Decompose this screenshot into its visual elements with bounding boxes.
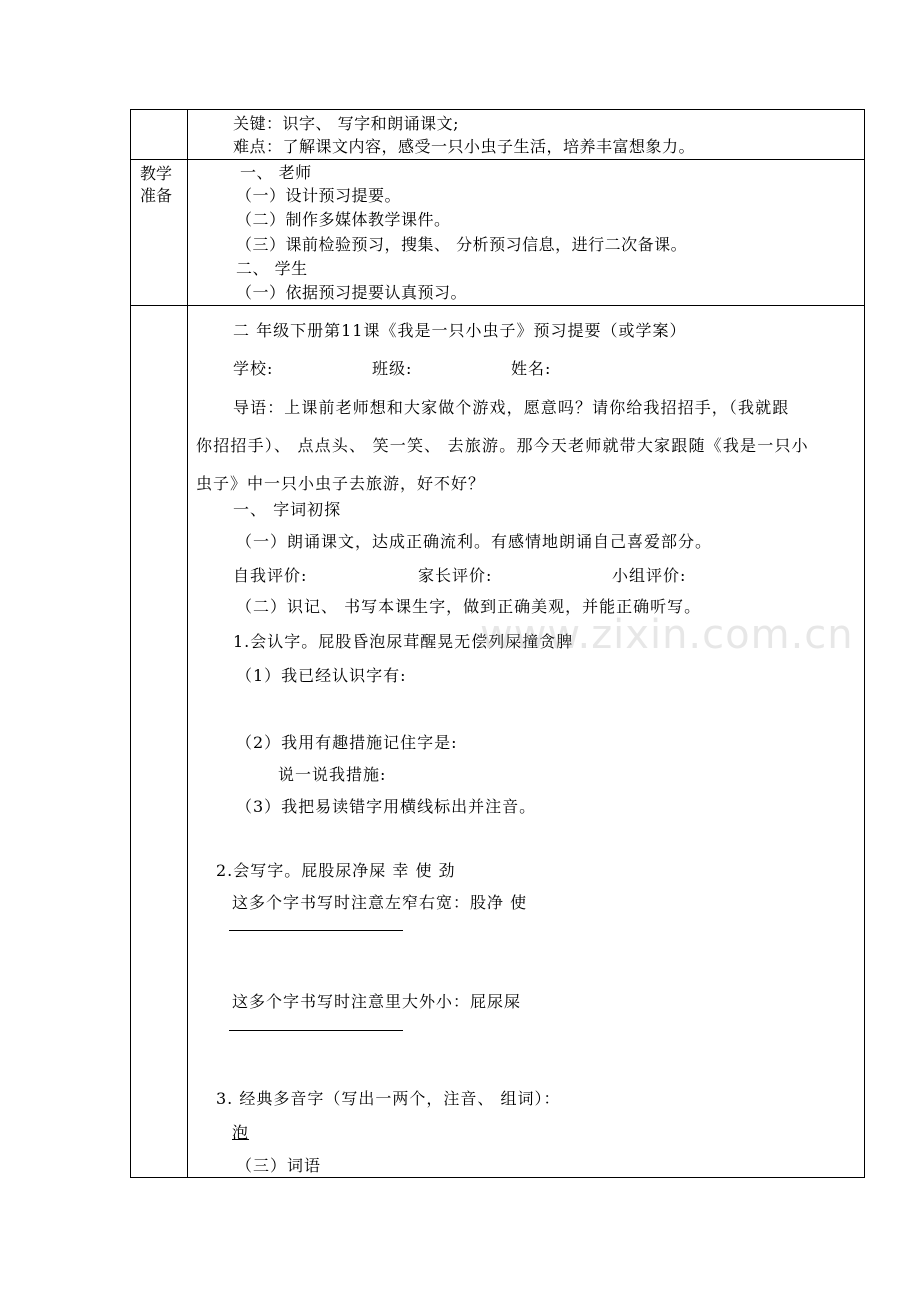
sub-item: （1）我已经认识字有: [236, 666, 407, 685]
label-column-divider [187, 110, 188, 1177]
prep-line: （一）设计预习提要。 [236, 186, 402, 205]
row-divider-1 [131, 159, 864, 160]
prep-line: （二）制作多媒体教学课件。 [236, 210, 451, 229]
class-field-label: 班级: [372, 359, 413, 378]
prep-label-line1: 教学 [140, 164, 173, 183]
polyphone-item: 3. 经典多音字（写出一两个，注音、 组词）： [216, 1089, 561, 1108]
sub-item: （3）我把易读错字用横线标出并注音。 [236, 797, 537, 816]
prep-line: 二、 学生 [236, 259, 308, 278]
key-points-line: 关键：识字、 写字和朗诵课文; [233, 114, 459, 133]
writing-note: 这多个字书写时注意左窄右宽：股净 使 [232, 893, 528, 912]
watermark: www.zixin.com.cn [480, 612, 854, 658]
task-line: （三）词语 [236, 1156, 322, 1175]
sub-item: （2）我用有趣措施记住字是: [236, 733, 458, 752]
intro-paragraph-line: 导语：上课前老师想和大家做个游戏，愿意吗？请你给我招招手，（我就跟 [233, 398, 790, 417]
write-chars-item: 2.会写字。屁股尿净屎 幸 使 劲 [216, 861, 456, 880]
section-heading: 一、 字词初探 [233, 500, 342, 519]
writing-note: 这多个字书写时注意里大外小：屁尿屎 [232, 992, 522, 1011]
group-eval-label: 小组评价: [612, 566, 687, 585]
intro-paragraph-line: 虫子》中一只小虫子去旅游，好不好？ [196, 474, 486, 493]
task-line: （二）识记、 书写本课生字，做到正确美观，并能正确听写。 [236, 597, 702, 616]
intro-paragraph-line: 你招招手）、 点点头、 笑一笑、 去旅游。那今天老师就带大家跟随《我是一只小 [196, 436, 809, 455]
difficulty-line: 难点：了解课文内容，感受一只小虫子生活，培养丰富想象力。 [233, 137, 696, 156]
prep-label-line2: 准备 [140, 186, 173, 205]
self-eval-label: 自我评价: [233, 566, 308, 585]
task-line: （一）朗诵课文，达成正确流利。有感情地朗诵自己喜爱部分。 [236, 532, 713, 551]
polyphone-char: 泡 [232, 1123, 250, 1142]
answer-line [229, 1030, 403, 1031]
prep-line: （一）依据预习提要认真预习。 [236, 283, 468, 302]
prep-line: 一、 老师 [240, 163, 312, 182]
sub-item-note: 说一说我措施: [278, 765, 387, 784]
name-field-label: 姓名: [511, 359, 552, 378]
recognize-chars-item: 1.会认字。屁股昏泡尿茸醒晃无偿列屎撞贪脾 [233, 632, 574, 651]
parent-eval-label: 家长评价: [418, 566, 493, 585]
answer-line [229, 930, 403, 931]
row-divider-2 [131, 305, 864, 306]
prep-line: （三）课前检验预习，搜集、 分析预习信息，进行二次备课。 [236, 235, 688, 254]
guide-title: 二 年级下册第11课《我是一只小虫子》预习提要（或学案） [233, 321, 687, 340]
school-field-label: 学校: [233, 359, 274, 378]
